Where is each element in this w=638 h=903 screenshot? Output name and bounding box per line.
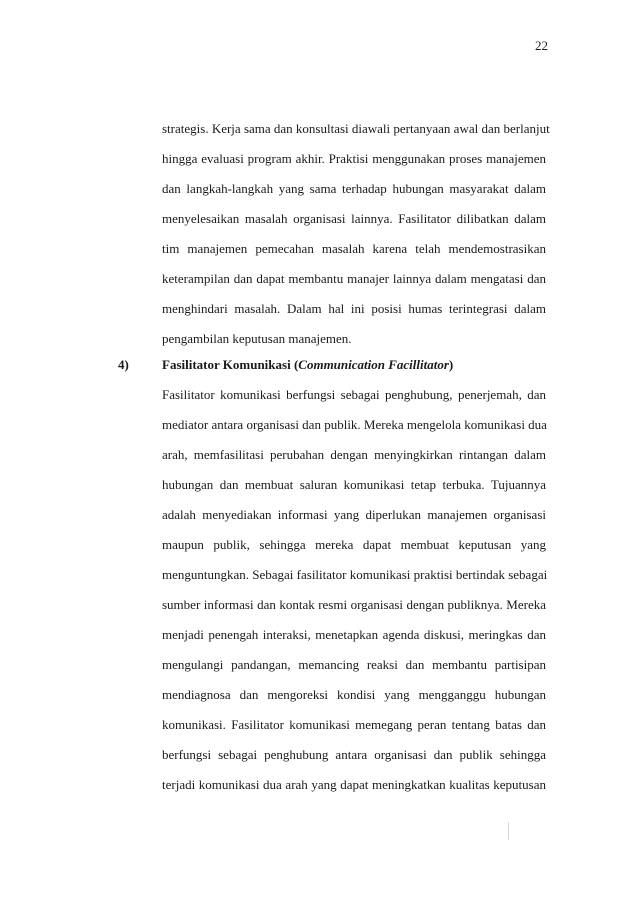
paragraph-line: hingga evaluasi program akhir. Praktisi menggunakan proses manajemen [162, 151, 546, 166]
paragraph-line: mendiagnosa dan mengoreksi kondisi yang mengganggu hubungan [162, 687, 546, 702]
paragraph-line: hubungan dan membuat saluran komunikasi tetap terbuka. Tujuannya [162, 477, 546, 492]
section-title: Fasilitator Komunikasi ( [162, 357, 299, 372]
paragraph-line: adalah menyediakan informasi yang diperlukan manajemen organisasi [162, 507, 546, 522]
paragraph-line: mengulangi pandangan, memancing reaksi dan membantu partisipan [162, 657, 546, 672]
paragraph-line: komunikasi. Fasilitator komunikasi memegang peran tentang batas dan [162, 717, 546, 732]
section-title-italic: Communication Facillitator [298, 357, 449, 372]
paragraph-line: pengambilan keputusan manajemen. [162, 331, 352, 346]
paragraph-line: Fasilitator komunikasi berfungsi sebagai penghubung, penerjemah, dan [162, 387, 546, 402]
paragraph-line: berfungsi sebagai penghubung antara organisasi dan publik sehingga [162, 747, 546, 762]
section-heading [118, 355, 548, 375]
paragraph-line: terjadi komunikasi dua arah yang dapat meningkatkan kualitas keputusan [162, 777, 546, 792]
paragraph-line: mediator antara organisasi dan publik. Mereka mengelola komunikasi dua [162, 417, 547, 432]
page-number: 22 [535, 38, 548, 53]
paragraph-line: menyelesaikan masalah organisasi lainnya. Fasilitator dilibatkan dalam [162, 211, 546, 226]
section-number: 4) [118, 357, 129, 372]
paragraph-line: keterampilan dan dapat membantu manajer lainnya dalam mengatasi dan [162, 271, 546, 286]
paragraph-line: arah, memfasilitasi perubahan dengan menyingkirkan rintangan dalam [162, 447, 546, 462]
paragraph-line: tim manajemen pemecahan masalah karena telah mendemostrasikan [162, 241, 546, 256]
paragraph-line: strategis. Kerja sama dan konsultasi diawali pertanyaan awal dan berlanjut [162, 121, 550, 136]
section-title-close: ) [448, 357, 454, 372]
margin-rule [508, 822, 509, 840]
paragraph-line: maupun publik, sehingga mereka dapat membuat keputusan yang [162, 537, 546, 552]
paragraph-line: menguntungkan. Sebagai fasilitator komunikasi praktisi bertindak sebagai [162, 567, 548, 582]
paragraph-line: menjadi penengah interaksi, menetapkan agenda diskusi, meringkas dan [162, 627, 546, 642]
paragraph-line: menghindari masalah. Dalam hal ini posisi humas terintegrasi dalam [162, 301, 546, 316]
paragraph-line: dan langkah-langkah yang sama terhadap hubungan masyarakat dalam [162, 181, 546, 196]
paragraph-line: sumber informasi dan kontak resmi organisasi dengan publiknya. Mereka [162, 597, 546, 612]
